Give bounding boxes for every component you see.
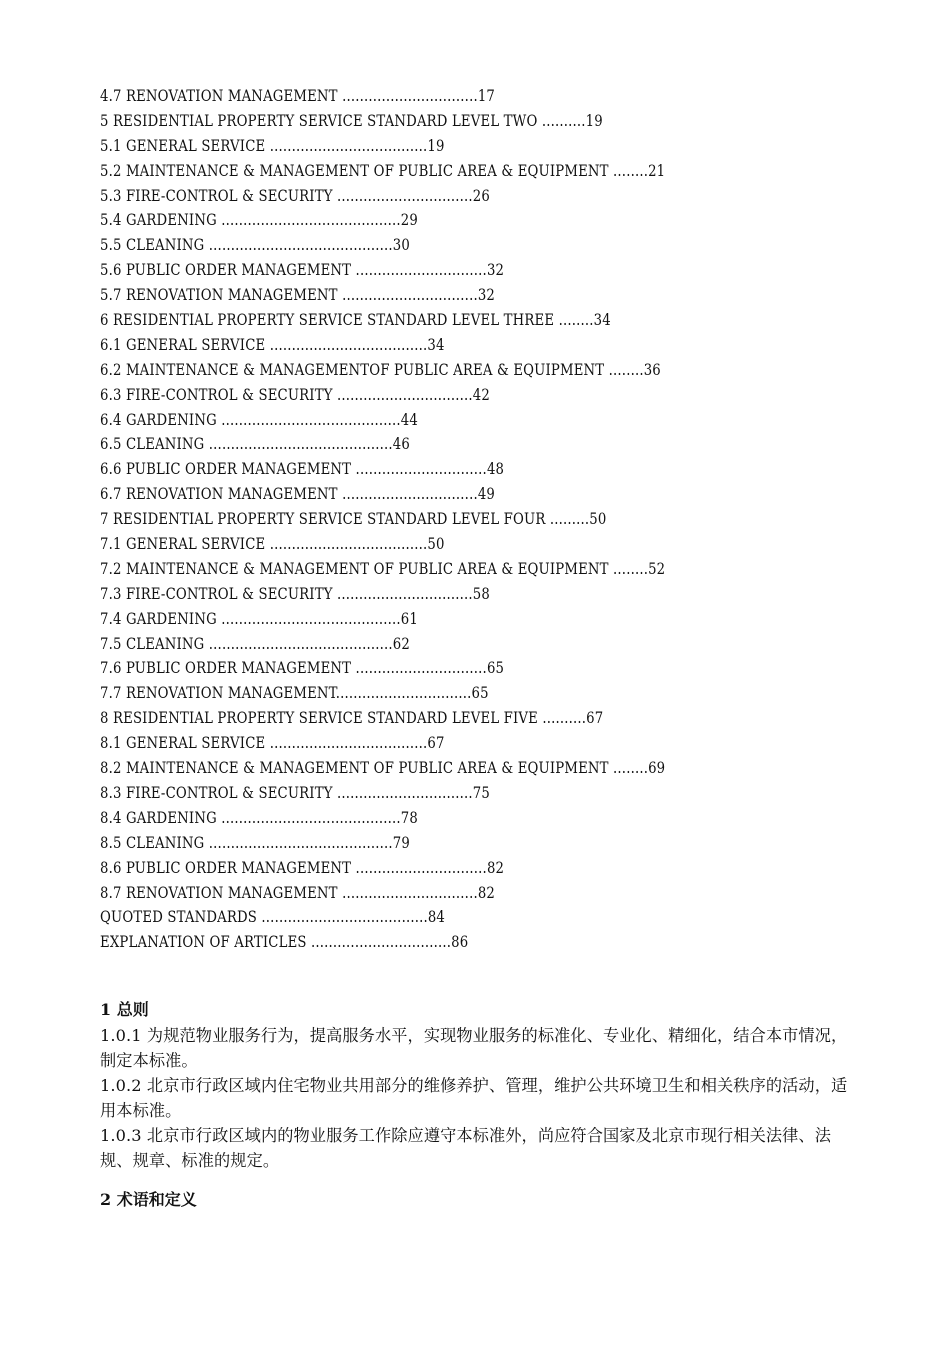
- section-2-heading: 2 术语和定义: [100, 1190, 197, 1209]
- toc-entry[interactable]: 5.1 GENERAL SERVICE ....................................19: [100, 136, 445, 155]
- toc-entry[interactable]: 8.1 GENERAL SERVICE ....................................67: [100, 734, 445, 753]
- toc-entry[interactable]: 5.4 GARDENING .........................................29: [100, 211, 418, 230]
- clause-1-0-1: 1.0.1 为规范物业服务行为，提高服务水平，实现物业服务的标准化、专业化、精细化，结合本市情况，制定本标准。: [100, 1026, 848, 1070]
- clause-1-0-2: 1.0.2 北京市行政区域内住宅物业共用部分的维修养护、管理，维护公共环境卫生和相关秩序的活动，适用本标准。: [100, 1076, 848, 1120]
- clause-1-0-3: 1.0.3 北京市行政区域内的物业服务工作除应遵守本标准外，尚应符合国家及北京市现行相关法律、法规、规章、标准的规定。: [100, 1126, 832, 1170]
- toc-entry[interactable]: 8.2 MAINTENANCE & MANAGEMENT OF PUBLIC AREA & EQUIPMENT ........69: [100, 759, 666, 778]
- toc-entry[interactable]: 6.2 MAINTENANCE & MANAGEMENTOF PUBLIC AREA & EQUIPMENT ........36: [100, 360, 661, 379]
- toc-entry[interactable]: 8.6 PUBLIC ORDER MANAGEMENT ..............................82: [100, 858, 505, 877]
- toc-entry[interactable]: 7.4 GARDENING .........................................61: [100, 609, 418, 628]
- toc-entry[interactable]: QUOTED STANDARDS ......................................84: [100, 908, 446, 927]
- toc-entry[interactable]: 5 RESIDENTIAL PROPERTY SERVICE STANDARD LEVEL TWO ..........19: [100, 111, 603, 130]
- section-1-heading: 1 总则: [100, 1000, 149, 1019]
- toc-entry[interactable]: 5.5 CLEANING ..........................................30: [100, 236, 410, 255]
- toc-entry[interactable]: 6.1 GENERAL SERVICE ....................................34: [100, 335, 445, 354]
- toc-entry[interactable]: 5.7 RENOVATION MANAGEMENT ...............................32: [100, 286, 496, 305]
- toc-entry[interactable]: 6 RESIDENTIAL PROPERTY SERVICE STANDARD LEVEL THREE ........34: [100, 311, 611, 330]
- toc-entry[interactable]: 7.6 PUBLIC ORDER MANAGEMENT ..............................65: [100, 659, 505, 678]
- toc-entry[interactable]: 6.6 PUBLIC ORDER MANAGEMENT ..............................48: [100, 460, 505, 479]
- toc-entry[interactable]: 8.4 GARDENING .........................................78: [100, 808, 418, 827]
- table-of-contents: [100, 84, 900, 955]
- toc-entry[interactable]: 5.2 MAINTENANCE & MANAGEMENT OF PUBLIC AREA & EQUIPMENT ........21: [100, 161, 666, 180]
- toc-entry[interactable]: 8.3 FIRE-CONTROL & SECURITY ...............................75: [100, 783, 490, 802]
- toc-entry[interactable]: 7.3 FIRE-CONTROL & SECURITY ...............................58: [100, 584, 490, 603]
- toc-entry[interactable]: 5.6 PUBLIC ORDER MANAGEMENT ..............................32: [100, 261, 505, 280]
- toc-entry[interactable]: 8.5 CLEANING ..........................................79: [100, 833, 410, 852]
- toc-entry[interactable]: 6.7 RENOVATION MANAGEMENT ...............................49: [100, 485, 496, 504]
- toc-entry[interactable]: 7.2 MAINTENANCE & MANAGEMENT OF PUBLIC AREA & EQUIPMENT ........52: [100, 559, 666, 578]
- toc-entry[interactable]: 6.5 CLEANING ..........................................46: [100, 435, 410, 454]
- toc-entry[interactable]: 8.7 RENOVATION MANAGEMENT ...............................82: [100, 883, 496, 902]
- toc-entry[interactable]: 7.7 RENOVATION MANAGEMENT...............................65: [100, 684, 489, 703]
- general-provisions-section: [100, 997, 860, 1213]
- toc-entry[interactable]: 7.1 GENERAL SERVICE ....................................50: [100, 535, 445, 554]
- toc-entry[interactable]: 5.3 FIRE-CONTROL & SECURITY ...............................26: [100, 186, 490, 205]
- toc-entry[interactable]: 6.4 GARDENING .........................................44: [100, 410, 418, 429]
- toc-entry[interactable]: 4.7 RENOVATION MANAGEMENT ...............................17: [100, 87, 496, 105]
- toc-entry[interactable]: 6.3 FIRE-CONTROL & SECURITY ...............................42: [100, 385, 490, 404]
- toc-entry[interactable]: 7 RESIDENTIAL PROPERTY SERVICE STANDARD LEVEL FOUR .........50: [100, 510, 607, 529]
- toc-entry[interactable]: 7.5 CLEANING ..........................................62: [100, 634, 410, 653]
- toc-entry[interactable]: EXPLANATION OF ARTICLES ................................86: [100, 933, 469, 952]
- toc-entry[interactable]: 8 RESIDENTIAL PROPERTY SERVICE STANDARD LEVEL FIVE ..........67: [100, 709, 604, 728]
